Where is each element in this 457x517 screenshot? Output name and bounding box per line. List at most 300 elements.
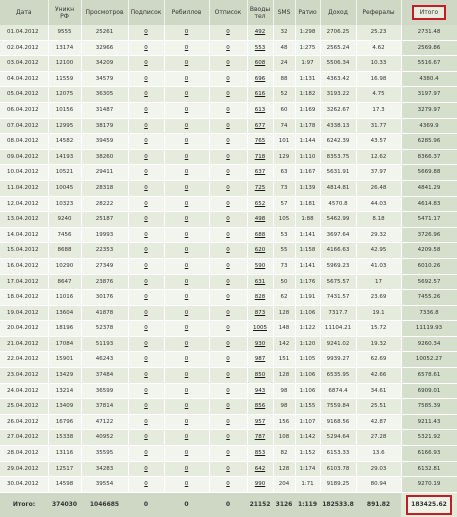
cell-referrals: 42.87 [356, 414, 401, 430]
table-row [0, 290, 457, 306]
rebills-link[interactable]: 0 [184, 44, 189, 51]
subs-link[interactable]: 0 [144, 372, 148, 379]
cell-total: 4841.29 [401, 180, 457, 196]
header-referrals[interactable]: Рефералы [356, 0, 401, 25]
rebills-link[interactable]: 0 [184, 91, 189, 98]
cell-date: 28.04.2012 [0, 446, 48, 462]
phones-link[interactable]: 725 [254, 184, 266, 191]
cell-referrals: 17.3 [356, 102, 401, 118]
cell-ratio: 1:141 [295, 258, 320, 274]
cell-views: 22353 [81, 243, 128, 259]
subs-link[interactable]: 0 [144, 294, 148, 301]
cell-sms: 128 [273, 461, 295, 477]
table-row [0, 149, 457, 165]
cell-date: 25.04.2012 [0, 399, 48, 415]
cell-unsubs [209, 149, 247, 165]
cell-views: 29411 [81, 165, 128, 181]
unsubs-link[interactable]: 0 [226, 340, 230, 347]
cell-referrals: 34.61 [356, 383, 401, 399]
table-row [0, 40, 457, 56]
subs-link[interactable]: 0 [144, 122, 148, 129]
cell-sms: 128 [273, 305, 295, 321]
unsubs-link[interactable]: 0 [226, 216, 230, 223]
cell-date: 11.04.2012 [0, 180, 48, 196]
phones-link[interactable]: 637 [254, 169, 266, 176]
cell-income: 6874.4 [320, 383, 356, 399]
cell-total: 9211.43 [401, 414, 457, 430]
cell-rebills [164, 399, 209, 415]
cell-phones [247, 321, 273, 337]
rebills-link[interactable]: 0 [184, 325, 189, 332]
cell-ratio: 1:141 [295, 227, 320, 243]
phones-link[interactable]: 553 [254, 44, 266, 51]
subs-link[interactable]: 0 [144, 91, 148, 98]
footer-subs: 0 [128, 492, 164, 517]
phones-link[interactable]: 943 [254, 387, 266, 394]
unsubs-link[interactable]: 0 [226, 356, 230, 363]
cell-phones [247, 87, 273, 103]
table-row [0, 430, 457, 446]
unsubs-link[interactable]: 0 [226, 418, 230, 425]
phones-link[interactable]: 492 [254, 29, 266, 35]
cell-views: 34579 [81, 71, 128, 87]
cell-sms: 108 [273, 430, 295, 446]
cell-rebills [164, 274, 209, 290]
phones-link[interactable]: 590 [254, 262, 266, 269]
cell-total: 5321.92 [401, 430, 457, 446]
unsubs-link[interactable]: 0 [226, 262, 230, 269]
cell-subs [128, 243, 164, 259]
cell-views: 38260 [81, 149, 128, 165]
cell-referrals: 31.77 [356, 118, 401, 134]
header-sms[interactable]: SMS [273, 0, 295, 25]
cell-ratio: 1:152 [295, 446, 320, 462]
phones-link[interactable]: 652 [254, 200, 266, 207]
cell-unsubs [209, 165, 247, 181]
table-row [0, 414, 457, 430]
unsubs-link[interactable]: 0 [226, 231, 230, 238]
cell-views: 37814 [81, 399, 128, 415]
phones-link[interactable]: 853 [254, 450, 266, 457]
cell-date: 13.04.2012 [0, 212, 48, 228]
cell-date: 30.04.2012 [0, 477, 48, 493]
header-views[interactable]: Просмотров [81, 0, 128, 25]
subs-link[interactable]: 0 [144, 309, 148, 316]
cell-views: 19993 [81, 227, 128, 243]
cell-sms: 148 [273, 321, 295, 337]
subs-link[interactable]: 0 [144, 44, 148, 51]
cell-date: 27.04.2012 [0, 430, 48, 446]
cell-unique: 9240 [48, 212, 81, 228]
cell-total: 10052.27 [401, 352, 457, 368]
subs-link[interactable]: 0 [144, 138, 148, 145]
cell-subs [128, 321, 164, 337]
footer-unsubs: 0 [209, 492, 247, 517]
table-row [0, 25, 457, 40]
rebills-link[interactable]: 0 [184, 403, 189, 410]
cell-unique: 13116 [48, 446, 81, 462]
unsubs-link[interactable]: 0 [226, 200, 230, 207]
cell-income: 6153.33 [320, 446, 356, 462]
subs-link[interactable]: 0 [144, 60, 148, 67]
rebills-link[interactable]: 0 [184, 231, 189, 238]
cell-date: 19.04.2012 [0, 305, 48, 321]
cell-sms: 142 [273, 336, 295, 352]
rebills-link[interactable]: 0 [184, 372, 189, 379]
rebills-link[interactable]: 0 [184, 122, 189, 129]
unsubs-link[interactable]: 0 [226, 91, 230, 98]
cell-subs [128, 180, 164, 196]
cell-date: 14.04.2012 [0, 227, 48, 243]
table-row [0, 243, 457, 259]
cell-subs [128, 227, 164, 243]
cell-referrals: 41.03 [356, 258, 401, 274]
cell-rebills [164, 165, 209, 181]
header-rebills[interactable]: Ребиллов [164, 0, 209, 25]
phones-link[interactable]: 616 [254, 91, 266, 98]
cell-income: 3262.67 [320, 102, 356, 118]
cell-unsubs [209, 196, 247, 212]
header-total[interactable] [401, 0, 457, 25]
phones-link[interactable]: 642 [254, 465, 266, 472]
footer-total [401, 492, 457, 517]
cell-subs [128, 87, 164, 103]
phones-link[interactable]: 688 [254, 231, 266, 238]
unsubs-link[interactable]: 0 [226, 403, 230, 410]
cell-rebills [164, 180, 209, 196]
cell-rebills [164, 102, 209, 118]
phones-link[interactable]: 873 [254, 309, 266, 316]
subs-link[interactable]: 0 [144, 325, 148, 332]
cell-unique: 18196 [48, 321, 81, 337]
cell-subs [128, 56, 164, 72]
cell-unsubs [209, 305, 247, 321]
cell-income: 4814.81 [320, 180, 356, 196]
cell-subs [128, 165, 164, 181]
phones-link[interactable]: 828 [254, 294, 266, 301]
subs-link[interactable]: 0 [144, 262, 148, 269]
rebills-link[interactable]: 0 [184, 356, 189, 363]
cell-phones [247, 71, 273, 87]
unsubs-link[interactable]: 0 [226, 325, 230, 332]
footer-referrals: 891.82 [356, 492, 401, 517]
unsubs-link[interactable]: 0 [226, 60, 230, 67]
cell-unique: 12517 [48, 461, 81, 477]
unsubs-link[interactable]: 0 [226, 106, 230, 113]
subs-link[interactable]: 0 [144, 169, 148, 176]
cell-subs [128, 25, 164, 40]
rebills-link[interactable]: 0 [184, 169, 189, 176]
cell-phones [247, 336, 273, 352]
cell-views: 34283 [81, 461, 128, 477]
cell-views: 47122 [81, 414, 128, 430]
cell-ratio: 1:176 [295, 274, 320, 290]
rebills-link[interactable]: 0 [184, 262, 189, 269]
table-row [0, 56, 457, 72]
cell-referrals: 29.32 [356, 227, 401, 243]
cell-views: 28222 [81, 196, 128, 212]
cell-date: 07.04.2012 [0, 118, 48, 134]
cell-unsubs [209, 243, 247, 259]
phones-link[interactable]: 718 [254, 153, 266, 160]
rebills-link[interactable]: 0 [184, 309, 189, 316]
cell-rebills [164, 71, 209, 87]
subs-link[interactable]: 0 [144, 465, 148, 472]
unsubs-link[interactable]: 0 [226, 75, 230, 82]
header-date[interactable]: Дата [0, 0, 48, 25]
cell-phones [247, 368, 273, 384]
header-ratio[interactable]: Ратио [295, 0, 320, 25]
rebills-link[interactable]: 0 [184, 106, 189, 113]
cell-sms: 62 [273, 290, 295, 306]
cell-date: 29.04.2012 [0, 461, 48, 477]
cell-sms: 63 [273, 165, 295, 181]
phones-link[interactable]: 613 [254, 106, 266, 113]
cell-date: 21.04.2012 [0, 336, 48, 352]
cell-date: 22.04.2012 [0, 352, 48, 368]
table-body [0, 25, 457, 492]
table-row [0, 352, 457, 368]
footer-unique: 374030 [48, 492, 81, 517]
unsubs-link[interactable]: 0 [226, 278, 230, 285]
cell-sms: 105 [273, 212, 295, 228]
table-row [0, 118, 457, 134]
phones-link[interactable]: 631 [254, 278, 266, 285]
rebills-link[interactable]: 0 [184, 200, 189, 207]
table-row [0, 446, 457, 462]
subs-link[interactable]: 0 [144, 481, 148, 488]
cell-income: 11104.21 [320, 321, 356, 337]
unsubs-link[interactable]: 0 [226, 434, 230, 441]
cell-income: 4166.63 [320, 243, 356, 259]
cell-views: 30176 [81, 290, 128, 306]
cell-date: 18.04.2012 [0, 290, 48, 306]
unsubs-link[interactable]: 0 [226, 153, 230, 160]
rebills-link[interactable]: 0 [184, 481, 189, 488]
cell-rebills [164, 461, 209, 477]
rebills-link[interactable]: 0 [184, 340, 189, 347]
phones-link[interactable]: 987 [254, 356, 266, 363]
subs-link[interactable]: 0 [144, 278, 148, 285]
cell-sms: 24 [273, 56, 295, 72]
phones-link[interactable]: 787 [254, 434, 266, 441]
cell-unique: 12075 [48, 87, 81, 103]
cell-sms: 156 [273, 414, 295, 430]
cell-subs [128, 430, 164, 446]
rebills-link[interactable]: 0 [184, 216, 189, 223]
subs-link[interactable]: 0 [144, 387, 148, 394]
cell-unique: 7456 [48, 227, 81, 243]
cell-rebills [164, 383, 209, 399]
header-subs[interactable]: Подписок [128, 0, 164, 25]
cell-unsubs [209, 414, 247, 430]
cell-referrals: 26.48 [356, 180, 401, 196]
subs-link[interactable]: 0 [144, 247, 148, 254]
cell-income: 7431.57 [320, 290, 356, 306]
phones-link[interactable]: 930 [254, 340, 266, 347]
cell-rebills [164, 368, 209, 384]
cell-phones [247, 102, 273, 118]
subs-link[interactable]: 0 [144, 340, 148, 347]
cell-total: 6132.81 [401, 461, 457, 477]
rebills-link[interactable]: 0 [184, 465, 189, 472]
cell-unsubs [209, 461, 247, 477]
cell-income: 4338.13 [320, 118, 356, 134]
cell-subs [128, 383, 164, 399]
subs-link[interactable]: 0 [144, 184, 148, 191]
rebills-link[interactable]: 0 [184, 184, 189, 191]
footer-phones: 21152 [247, 492, 273, 517]
phones-link[interactable]: 620 [254, 247, 266, 254]
cell-subs [128, 352, 164, 368]
header-unique[interactable]: Уникн РФ [48, 0, 81, 25]
cell-subs [128, 118, 164, 134]
cell-subs [128, 290, 164, 306]
unsubs-link[interactable]: 0 [226, 29, 230, 35]
subs-link[interactable]: 0 [144, 403, 148, 410]
unsubs-link[interactable]: 0 [226, 44, 230, 51]
unsubs-link[interactable]: 0 [226, 184, 230, 191]
unsubs-link[interactable]: 0 [226, 481, 230, 488]
cell-ratio: 1:106 [295, 368, 320, 384]
subs-link[interactable]: 0 [144, 356, 148, 363]
unsubs-link[interactable]: 0 [226, 387, 230, 394]
cell-unsubs [209, 477, 247, 493]
unsubs-link[interactable]: 0 [226, 122, 230, 129]
phones-link[interactable]: 498 [254, 216, 266, 223]
table-header-row [0, 0, 457, 25]
unsubs-link[interactable]: 0 [226, 169, 230, 176]
phones-link[interactable]: 850 [254, 372, 266, 379]
rebills-link[interactable]: 0 [184, 247, 189, 254]
rebills-link[interactable]: 0 [184, 138, 189, 145]
phones-link[interactable]: 856 [254, 403, 266, 410]
subs-link[interactable]: 0 [144, 106, 148, 113]
cell-views: 40952 [81, 430, 128, 446]
cell-ratio: 1:191 [295, 290, 320, 306]
cell-ratio: 1:275 [295, 40, 320, 56]
subs-link[interactable]: 0 [144, 153, 148, 160]
cell-date: 26.04.2012 [0, 414, 48, 430]
subs-link[interactable]: 0 [144, 231, 148, 238]
cell-date: 06.04.2012 [0, 102, 48, 118]
cell-referrals: 4.75 [356, 87, 401, 103]
cell-rebills [164, 227, 209, 243]
rebills-link[interactable]: 0 [184, 29, 189, 35]
cell-phones [247, 290, 273, 306]
rebills-link[interactable]: 0 [184, 387, 189, 394]
cell-views: 25261 [81, 25, 128, 40]
cell-unique: 10045 [48, 180, 81, 196]
cell-referrals: 25.51 [356, 399, 401, 415]
cell-ratio: 1:71 [295, 477, 320, 493]
unsubs-link[interactable]: 0 [226, 372, 230, 379]
subs-link[interactable]: 0 [144, 200, 148, 207]
cell-income: 7317.7 [320, 305, 356, 321]
cell-subs [128, 274, 164, 290]
cell-total: 8366.37 [401, 149, 457, 165]
cell-income: 6103.78 [320, 461, 356, 477]
cell-rebills [164, 212, 209, 228]
cell-phones [247, 305, 273, 321]
cell-unique: 14193 [48, 149, 81, 165]
table-row [0, 87, 457, 103]
subs-link[interactable]: 0 [144, 29, 148, 35]
cell-unique: 13409 [48, 399, 81, 415]
rebills-link[interactable]: 0 [184, 434, 189, 441]
cell-views: 46243 [81, 352, 128, 368]
cell-total: 6285.96 [401, 134, 457, 150]
cell-phones [247, 243, 273, 259]
unsubs-link[interactable]: 0 [226, 247, 230, 254]
cell-subs [128, 149, 164, 165]
rebills-link[interactable]: 0 [184, 60, 189, 67]
subs-link[interactable]: 0 [144, 450, 148, 457]
subs-link[interactable]: 0 [144, 75, 148, 82]
cell-phones [247, 56, 273, 72]
subs-link[interactable]: 0 [144, 434, 148, 441]
cell-sms: 204 [273, 477, 295, 493]
cell-total: 6010.26 [401, 258, 457, 274]
cell-unsubs [209, 290, 247, 306]
rebills-link[interactable]: 0 [184, 450, 189, 457]
rebills-link[interactable]: 0 [184, 294, 189, 301]
cell-rebills [164, 446, 209, 462]
phones-link[interactable]: 1005 [253, 325, 267, 332]
phones-link[interactable]: 765 [254, 138, 266, 145]
cell-total: 6166.93 [401, 446, 457, 462]
cell-total: 4209.58 [401, 243, 457, 259]
cell-income: 9189.25 [320, 477, 356, 493]
cell-views: 31487 [81, 102, 128, 118]
unsubs-link[interactable]: 0 [226, 465, 230, 472]
unsubs-link[interactable]: 0 [226, 309, 230, 316]
unsubs-link[interactable]: 0 [226, 294, 230, 301]
cell-unsubs [209, 87, 247, 103]
unsubs-link[interactable]: 0 [226, 450, 230, 457]
cell-sms: 60 [273, 102, 295, 118]
phones-link[interactable]: 677 [254, 122, 266, 129]
header-income[interactable]: Доход [320, 0, 356, 25]
subs-link[interactable]: 0 [144, 418, 148, 425]
cell-referrals: 10.33 [356, 56, 401, 72]
subs-link[interactable]: 0 [144, 216, 148, 223]
cell-total: 7585.39 [401, 399, 457, 415]
header-phones[interactable]: Вводы тел [247, 0, 273, 25]
cell-income: 5506.34 [320, 56, 356, 72]
cell-rebills [164, 25, 209, 40]
cell-date: 09.04.2012 [0, 149, 48, 165]
phones-link[interactable]: 957 [254, 418, 266, 425]
phones-link[interactable]: 990 [254, 481, 266, 488]
unsubs-link[interactable]: 0 [226, 138, 230, 145]
cell-income: 5294.64 [320, 430, 356, 446]
cell-rebills [164, 87, 209, 103]
cell-sms: 53 [273, 227, 295, 243]
phones-link[interactable]: 696 [254, 75, 266, 82]
rebills-link[interactable]: 0 [184, 75, 189, 82]
rebills-link[interactable]: 0 [184, 153, 189, 160]
cell-views: 52378 [81, 321, 128, 337]
cell-phones [247, 227, 273, 243]
cell-views: 38179 [81, 118, 128, 134]
header-unsubs[interactable]: Отписок [209, 0, 247, 25]
table-row [0, 71, 457, 87]
phones-link[interactable]: 608 [254, 60, 266, 67]
rebills-link[interactable]: 0 [184, 418, 189, 425]
cell-total: 9260.34 [401, 336, 457, 352]
rebills-link[interactable]: 0 [184, 278, 189, 285]
